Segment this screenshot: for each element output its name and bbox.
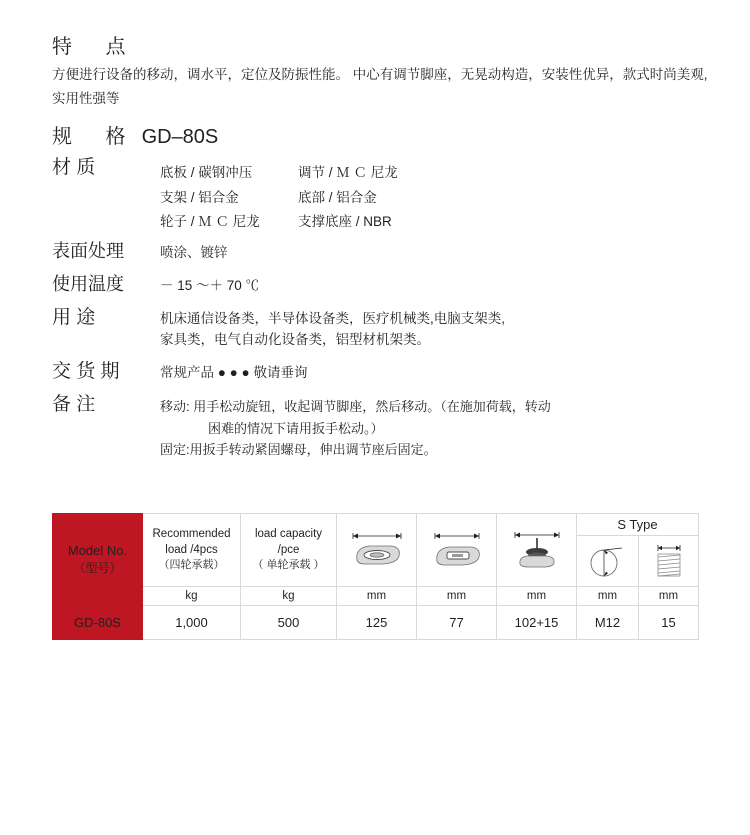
row-value-6: 15 <box>639 606 699 640</box>
header-model-cn: （型号） <box>73 561 122 576</box>
header-s-type: S Type <box>577 514 699 536</box>
material-item-1-right: 底部 / 铝合金 <box>298 189 377 205</box>
row-value-3: 77 <box>417 606 497 640</box>
header-load-capacity-en: load capacity /pce <box>254 528 323 556</box>
material-item-0-left: 底板 / 碳钢冲压 <box>160 165 253 181</box>
dimension-icon-total-height <box>497 514 577 587</box>
usage-value <box>160 305 712 351</box>
unit-0: kg <box>143 587 241 606</box>
thread-diameter-icon <box>577 536 639 587</box>
header-recommended-load-en: Recommended load /4pcs <box>152 528 231 556</box>
remark-value <box>160 392 712 460</box>
unit-1: kg <box>241 587 337 606</box>
features-line-2: 中心有调节脚座，无晃动构造，安装性优异，款式时尚美观,实用性强等 <box>52 67 708 106</box>
header-load-capacity <box>241 514 337 587</box>
delivery-label: 交 货 期 <box>52 360 120 382</box>
surface-value: 喷涂、镀锌 <box>160 245 228 261</box>
row-model: GD-80S <box>53 606 143 640</box>
header-model-cell <box>53 514 143 606</box>
remark-line-1: 移动: 用手松动旋钮，收起调节脚座，然后移动。（在施加荷载，转动 <box>160 399 551 415</box>
features-line-1: 方便进行设备的移动，调水平，定位及防振性能。 <box>52 67 349 82</box>
features-title: 特 点 <box>52 36 140 58</box>
header-recommended-load <box>143 514 241 587</box>
material-label: 材 质 <box>52 157 96 179</box>
header-recommended-load-cn: （四轮承载） <box>158 559 225 572</box>
unit-6: mm <box>639 587 699 606</box>
header-load-capacity-cn: （ 单轮承载 ） <box>252 559 325 572</box>
spec-model: GD–80S <box>141 126 219 149</box>
usage-label: 用 途 <box>52 306 96 328</box>
dimension-icon-height <box>417 514 497 587</box>
spec-label: 规 格 <box>52 126 140 149</box>
header-model-en: Model No. <box>67 543 128 558</box>
unit-2: mm <box>337 587 417 606</box>
temperature-row <box>52 272 712 297</box>
row-value-1: 500 <box>241 606 337 640</box>
temperature-value: － 15 ～＋ 70 ℃ <box>160 277 260 293</box>
spec-table <box>52 513 699 640</box>
unit-4: mm <box>497 587 577 606</box>
table-unit-row <box>53 587 699 606</box>
specification-list <box>52 30 712 463</box>
material-item-2-left: 轮子 / Ｍ Ｃ 尼龙 <box>160 214 260 230</box>
spec-table-wrap <box>52 513 698 640</box>
spec-title-row <box>52 120 712 149</box>
delivery-value: 常规产品 ● ● ● 敬请垂询 <box>160 364 308 380</box>
material-value <box>160 155 712 233</box>
table-header-row <box>53 514 699 536</box>
remark-line-3: 固定:用扳手转动紧固螺母，伸出调节座后固定。 <box>160 442 437 458</box>
usage-line-2: 家具类，电气自动化设备类，铝型材机架类。 <box>160 331 430 347</box>
thread-length-icon <box>639 536 699 587</box>
material-item-2-right: 支撑底座 / NBR <box>298 214 392 230</box>
remark-label: 备 注 <box>52 394 96 416</box>
temperature-label: 使用温度 <box>52 273 124 294</box>
row-value-5: M12 <box>577 606 639 640</box>
material-item-0-right: 调节 / Ｍ Ｃ 尼龙 <box>298 165 398 181</box>
usage-row <box>52 305 712 351</box>
features-lines <box>52 63 712 110</box>
table-row <box>53 606 699 640</box>
material-row <box>52 155 712 233</box>
unit-3: mm <box>417 587 497 606</box>
surface-label: 表面处理 <box>52 241 124 262</box>
delivery-row <box>52 359 712 385</box>
unit-5: mm <box>577 587 639 606</box>
remark-line-2: 困难的情况下请用扳手松动。） <box>208 420 384 436</box>
row-value-0: 1,000 <box>143 606 241 640</box>
row-value-2: 125 <box>337 606 417 640</box>
material-item-1-left: 支架 / 铝合金 <box>160 189 239 205</box>
surface-row <box>52 239 712 264</box>
dimension-icon-width <box>337 514 417 587</box>
row-value-4: 102+15 <box>497 606 577 640</box>
remark-row <box>52 392 712 460</box>
usage-line-1: 机床通信设备类，半导体设备类，医疗机械类,电脑支架类, <box>160 310 506 326</box>
